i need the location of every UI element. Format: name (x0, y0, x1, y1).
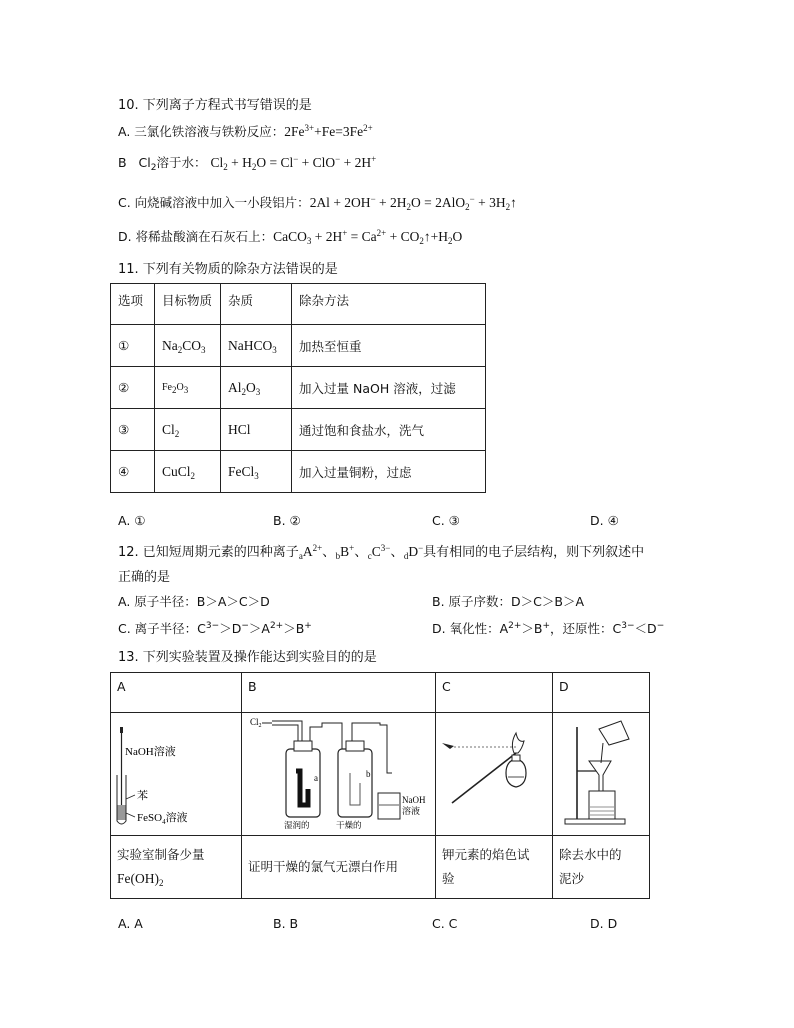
header-b: B (242, 673, 436, 713)
bottle-1-neck (294, 741, 312, 751)
table-row (111, 367, 486, 409)
row-method: 加热至恒重 (292, 325, 486, 367)
bottle-2 (338, 749, 372, 817)
table-header-row (111, 673, 650, 713)
caption-a (111, 836, 242, 899)
figure-c-cell (436, 713, 553, 836)
q10-option-c (118, 193, 517, 211)
row-target: $Cl_2$ (155, 409, 221, 451)
q13-choice-d[interactable]: D. D (590, 916, 618, 931)
q13-choice-c[interactable]: C. C (432, 916, 458, 931)
dropper-bulb (120, 727, 123, 733)
q12-option-c[interactable]: C. 离子半径：$C^{3-}>D^->A^{2+}>B^+$ (118, 621, 312, 636)
figure-d-cell (553, 713, 650, 836)
row-option: ③ (111, 409, 155, 451)
row-target: $Na_2CO_3$ (155, 325, 221, 367)
q10-option-b-equation: $Cl_2 + H_2O = Cl^- + ClO^- + 2H^+$ (210, 154, 377, 172)
q10-option-d-equation: CaCO$_3$ + $2H^+ = Ca^{2+}$ + $CO_2↑+H_2O$ (273, 228, 463, 246)
q10-option-d-label: D. 将稀盐酸滴在石灰石上： (118, 229, 274, 244)
q11-choice-c[interactable]: C. ③ (432, 513, 460, 528)
header-option: 选项 (111, 284, 155, 325)
label-naoh: NaOH (402, 795, 426, 805)
table-row (111, 325, 486, 367)
row-method: 加入过量 NaOH 溶液，过滤 (292, 367, 486, 409)
q12-stem-part1: 12. 已知短周期元素的四种离子 (118, 545, 299, 560)
stand-base (565, 819, 625, 824)
q13-stem: 13. 下列实验装置及操作能达到实验目的的是 (118, 650, 377, 665)
q12-stem (118, 540, 644, 560)
table-row (111, 451, 486, 493)
label-line (126, 813, 135, 817)
flame-icon (512, 733, 524, 753)
row-impurity: HCl (221, 409, 292, 451)
cobalt-glass-icon (442, 743, 454, 749)
glass-rod (601, 743, 603, 763)
caption-a-line1: 实验室制备少量 (117, 847, 205, 862)
table-row (111, 836, 650, 899)
q11-choice-d[interactable]: D. ④ (590, 513, 619, 528)
q10-option-c-label: C. 向烧碱溶液中加入一小段铝片： (118, 195, 310, 210)
q10-stem: 10. 下列离子方程式书写错误的是 (118, 98, 312, 113)
row-impurity: NaHCO$_3$ (221, 325, 292, 367)
q13-choice-b[interactable]: B. B (273, 916, 299, 931)
q11-table (110, 283, 486, 493)
row-option: ④ (111, 451, 155, 493)
q12-option-b[interactable]: B. 原子序数：D＞C＞B＞A (432, 594, 585, 609)
q10-option-a (118, 122, 373, 140)
row-impurity: FeCl$_3$ (221, 451, 292, 493)
beaker (378, 793, 400, 819)
figure-d-filtration (553, 713, 649, 832)
bottle-2-neck (346, 741, 364, 751)
figure-b-cell (242, 713, 436, 836)
q11-choice-b[interactable]: B. ② (273, 513, 301, 528)
q11-stem: 11. 下列有关物质的除杂方法错误的是 (118, 262, 338, 277)
label-feso4: FeSO$_4$溶液 (137, 812, 188, 826)
q10-option-b-label: B $Cl_2$溶于水： (118, 155, 207, 173)
row-option: ① (111, 325, 155, 367)
caption-d-line2: 泥沙 (559, 871, 585, 886)
label-naoh: NaOH溶液 (125, 746, 176, 758)
row-impurity: $Al_2O_3$ (221, 367, 292, 409)
q12-stem-line2: 正确的是 (118, 570, 171, 585)
funnel (589, 761, 611, 793)
header-method: 除杂方法 (292, 284, 486, 325)
q10-option-d (118, 227, 462, 245)
q11-choice-a[interactable]: A. ① (118, 513, 146, 528)
caption-c (436, 836, 553, 899)
label-solution: 溶液 (402, 806, 421, 816)
q12-ions: $_aA^{2+}$、$_b$B+、$_cC^{3-}$、$_d$D− (298, 543, 424, 561)
figure-c-flame-test (436, 713, 551, 832)
header-c: C (436, 673, 553, 713)
solution-layer (118, 805, 126, 820)
q10-option-b (118, 153, 376, 171)
caption-c-line1: 钾元素的焰色试 (442, 847, 530, 862)
q13-choice-a[interactable]: A. A (118, 916, 143, 931)
row-target: CuCl$_2$ (155, 451, 221, 493)
label-b: b (366, 769, 371, 779)
header-d: D (553, 673, 650, 713)
label-cl2: $Cl_2$ (250, 717, 262, 729)
q10-option-a-equation: $2Fe^{3+}+Fe=3Fe^{2+}$ (284, 123, 373, 139)
alcohol-lamp (506, 759, 526, 787)
q13-table (110, 672, 650, 899)
label-line (126, 795, 135, 799)
table-header-row (111, 284, 486, 325)
label-benzene: 苯 (137, 790, 148, 802)
q12-option-a[interactable]: A. 原子半径：B＞A＞C＞D (118, 594, 270, 609)
row-target: $Fe_2O_3$ (155, 367, 221, 409)
caption-d (553, 836, 650, 899)
figure-b-gas-bottles (242, 713, 434, 832)
caption-b: 证明干燥的氯气无漂白作用 (242, 836, 436, 899)
row-option: ② (111, 367, 155, 409)
row-method: 加入过量铜粉，过虑 (292, 451, 486, 493)
label-wet: 湿润的 (284, 820, 310, 830)
header-a: A (111, 673, 242, 713)
caption-a-line2: $Fe(OH)_2$ (117, 871, 164, 888)
q12-stem-part2: 具有相同的电子层结构，则下列叙述中 (423, 545, 645, 560)
header-target: 目标物质 (155, 284, 221, 325)
pouring-beaker (599, 721, 629, 745)
q10-option-a-label: A. 三氯化铁溶液与铁粉反应： (118, 124, 285, 139)
caption-d-line1: 除去水中的 (559, 847, 622, 862)
table-row (111, 713, 650, 836)
label-a: a (314, 773, 318, 783)
q10-option-c-equation: $2Al + 2OH^- + 2H_2O = 2AlO_2^-$ + $3H_2↑$ (309, 194, 517, 212)
figure-a-cell (111, 713, 242, 836)
caption-c-line2: 验 (442, 871, 455, 886)
q12-option-d[interactable]: D. 氧化性：$A^{2+}>B^+$，还原性：$C^{3-}<D^-$ (432, 621, 665, 636)
label-dry: 干燥的 (336, 820, 362, 830)
table-row (111, 409, 486, 451)
lamp-wick (512, 755, 520, 761)
row-method: 通过饱和食盐水，洗气 (292, 409, 486, 451)
figure-a-dropper-apparatus (111, 713, 241, 832)
header-impurity: 杂质 (221, 284, 292, 325)
